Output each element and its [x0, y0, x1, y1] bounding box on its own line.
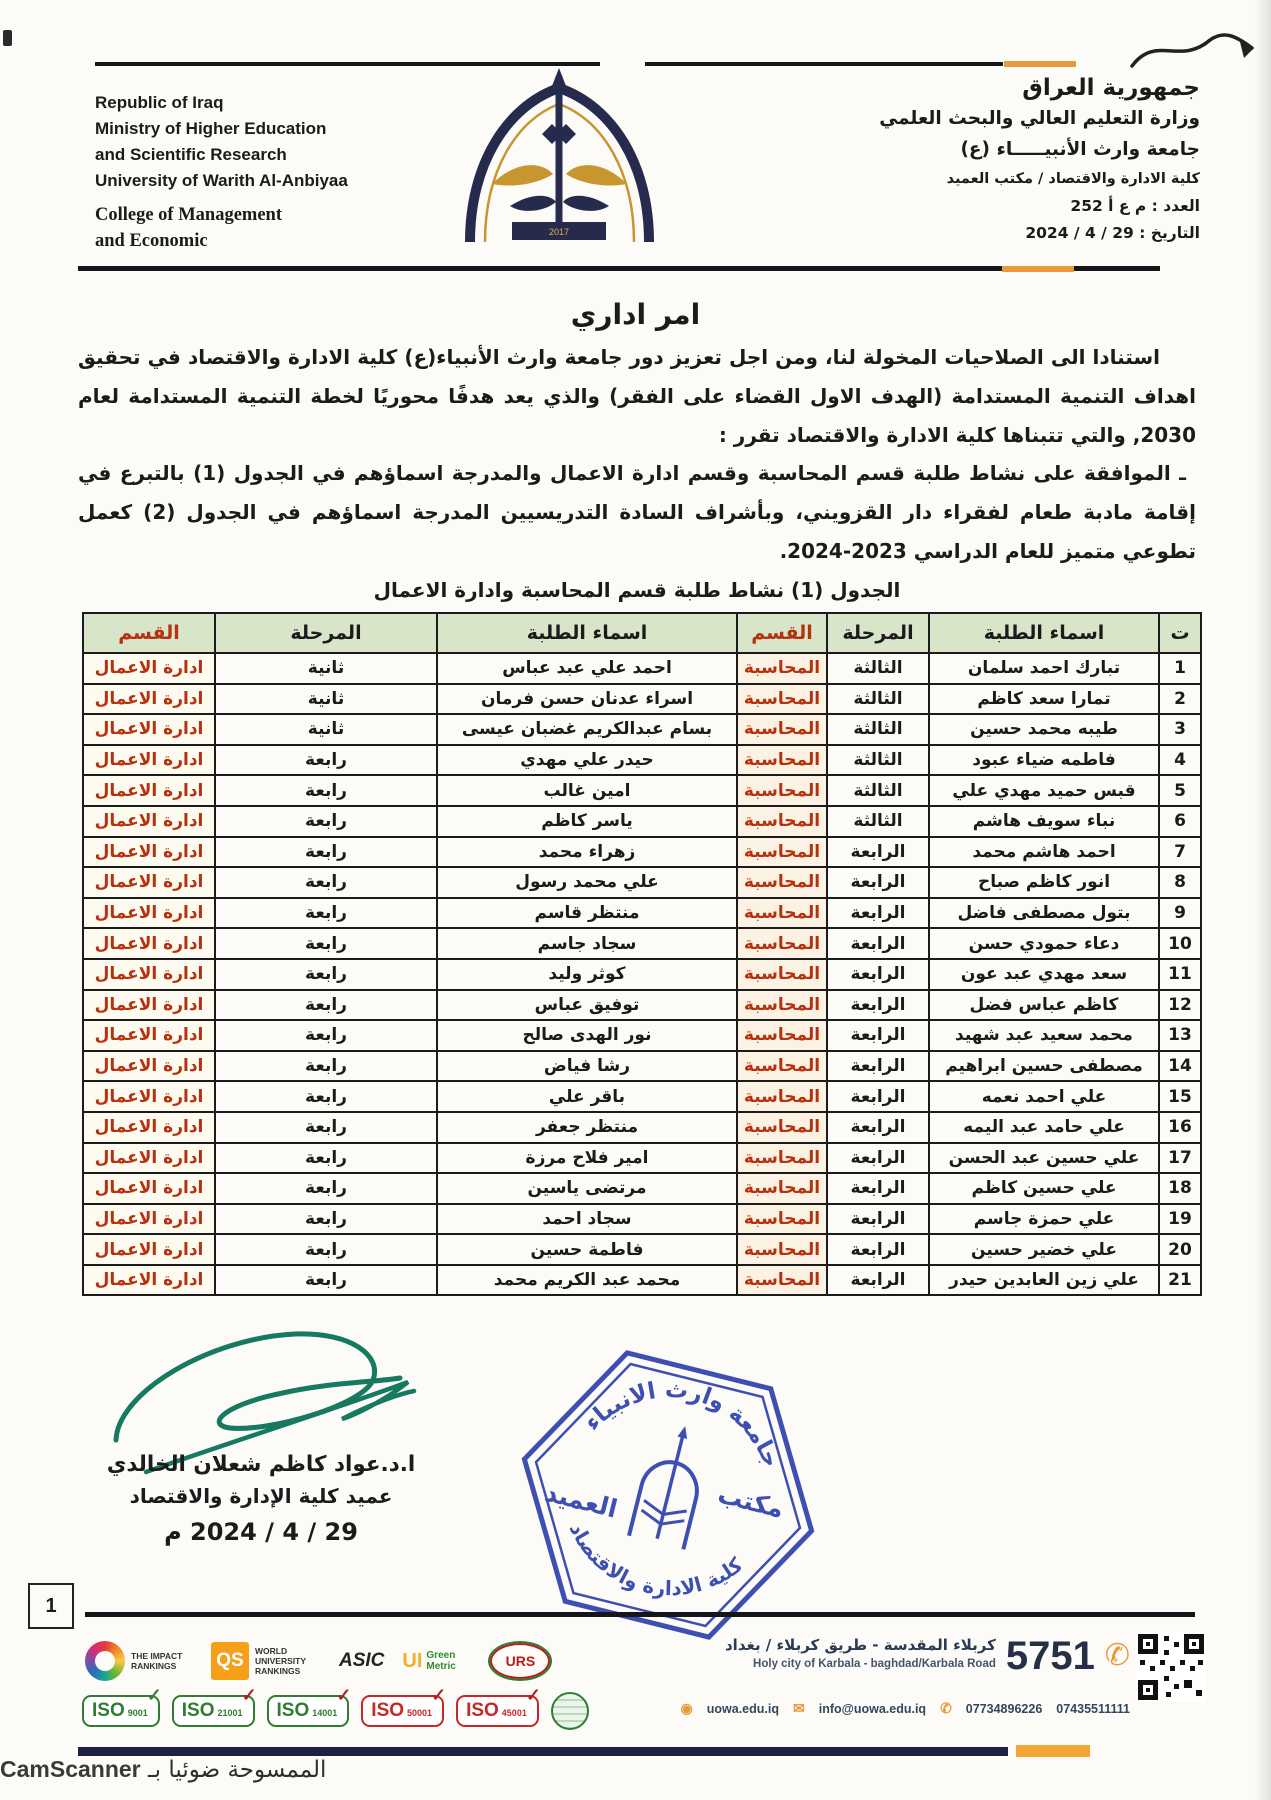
column-header: اسماء الطلبة [437, 613, 737, 653]
cell-management-stage: رابعة [215, 1234, 437, 1265]
scan-edge-mark [3, 30, 12, 46]
phone-number-2: 07435511111 [1056, 1701, 1130, 1716]
cell-management-dept: ادارة الاعمال [83, 1204, 215, 1235]
logo-year-text: 2017 [548, 227, 570, 237]
table-row [83, 684, 1201, 715]
cell-accounting-stage: الثالثة [827, 745, 929, 776]
cell-accounting-stage: الرابعة [827, 959, 929, 990]
iso-label: ISO [276, 1700, 310, 1721]
page-number-box [28, 1583, 74, 1629]
cell-accounting-student-name: فاطمه ضياء عبود [929, 745, 1159, 776]
footer-iso-badges [82, 1685, 589, 1730]
cell-no: 17 [1159, 1143, 1201, 1174]
cell-accounting-dept: المحاسبة [737, 806, 827, 837]
cell-accounting-stage: الرابعة [827, 1020, 929, 1051]
cell-no: 1 [1159, 653, 1201, 684]
header-university: جامعة وارث الأنبيـــــاء (ع) [960, 139, 1200, 160]
cell-accounting-dept: المحاسبة [737, 653, 827, 684]
cell-management-dept: ادارة الاعمال [83, 1265, 215, 1296]
cell-management-dept: ادارة الاعمال [83, 1051, 215, 1082]
cell-accounting-stage: الثالثة [827, 806, 929, 837]
iso-label: ISO [92, 1700, 125, 1721]
cell-management-stage: رابعة [215, 1020, 437, 1051]
cell-management-dept: ادارة الاعمال [83, 898, 215, 929]
check-icon: ✓ [525, 1685, 541, 1705]
table-row [83, 990, 1201, 1021]
camscanner-credit [0, 1756, 1141, 1783]
cell-management-student-name: منتظر قاسم [437, 898, 737, 929]
table-row [83, 806, 1201, 837]
cell-management-stage: رابعة [215, 867, 437, 898]
cell-accounting-dept: المحاسبة [737, 990, 827, 1021]
cell-management-stage: رابعة [215, 1112, 437, 1143]
mail-icon: ✉ [793, 1700, 805, 1716]
table-row [83, 1143, 1201, 1174]
iso-code: 21001 [217, 1708, 243, 1718]
scan-edge-shadow [1255, 0, 1271, 1800]
cell-accounting-student-name: علي خضير حسين [929, 1234, 1159, 1265]
cell-accounting-dept: المحاسبة [737, 1173, 827, 1204]
stamp-left-text: العميد [541, 1477, 621, 1524]
iso-badge [267, 1685, 352, 1727]
cell-management-dept: ادارة الاعمال [83, 775, 215, 806]
cell-accounting-student-name: علي حسين عبد الحسن [929, 1143, 1159, 1174]
cell-management-stage: رابعة [215, 1204, 437, 1235]
camscanner-wordmark: CamScanner [0, 1756, 141, 1782]
cell-no: 12 [1159, 990, 1201, 1021]
cell-accounting-dept: المحاسبة [737, 1234, 827, 1265]
ui-greenmetric-logo [402, 1650, 472, 1673]
table-row [83, 1173, 1201, 1204]
iso-badge [456, 1685, 541, 1727]
signature-date: 29 / 4 / 2024 م [164, 1518, 358, 1546]
cell-management-stage: ثانية [215, 653, 437, 684]
cell-management-student-name: زهراء محمد [437, 837, 737, 868]
column-header: اسماء الطلبة [929, 613, 1159, 653]
cell-accounting-stage: الرابعة [827, 898, 929, 929]
cell-accounting-stage: الثالثة [827, 775, 929, 806]
cell-management-dept: ادارة الاعمال [83, 990, 215, 1021]
cell-accounting-stage: الرابعة [827, 1204, 929, 1235]
cell-accounting-student-name: علي حسين كاظم [929, 1173, 1159, 1204]
address-arabic: كربلاء المقدسة - طريق كربلاء / بغداد [724, 1636, 996, 1654]
impact-rankings-label: THE IMPACT RANKINGS [131, 1651, 183, 1671]
cell-management-student-name: امير فلاح مرزة [437, 1143, 737, 1174]
header-rule-right [645, 62, 1003, 66]
cell-management-student-name: فاطمة حسين [437, 1234, 737, 1265]
header-rule-orange-accent [1004, 61, 1076, 67]
cell-management-dept: ادارة الاعمال [83, 1112, 215, 1143]
qs-rankings-label: WORLD UNIVERSITY RANKINGS [255, 1646, 306, 1676]
cell-management-student-name: رشا فياض [437, 1051, 737, 1082]
cell-accounting-dept: المحاسبة [737, 837, 827, 868]
document-number: العدد : م ع أ 252 [1070, 197, 1200, 215]
table-row [83, 959, 1201, 990]
header-country: جمهورية العراق [1022, 75, 1200, 101]
column-header: المرحلة [215, 613, 437, 653]
cell-accounting-student-name: طيبه محمد حسين [929, 714, 1159, 745]
iso-badge [82, 1685, 162, 1727]
website-url[interactable]: uowa.edu.iq [706, 1701, 779, 1716]
cell-no: 9 [1159, 898, 1201, 929]
cell-accounting-student-name: مصطفى حسين ابراهيم [929, 1051, 1159, 1082]
table-row [83, 928, 1201, 959]
address-english: Holy city of Karbala - baghdad/Karbala Road [753, 1658, 996, 1670]
cell-accounting-dept: المحاسبة [737, 1265, 827, 1296]
cell-no: 18 [1159, 1173, 1201, 1204]
cell-accounting-dept: المحاسبة [737, 775, 827, 806]
header-english-block [95, 90, 348, 254]
header-college-line: College of Management [95, 205, 283, 225]
cell-accounting-student-name: علي زين العابدين حيدر [929, 1265, 1159, 1296]
university-logo [452, 66, 667, 248]
cell-no: 6 [1159, 806, 1201, 837]
cell-no: 8 [1159, 867, 1201, 898]
iso-code: 9001 [127, 1708, 148, 1718]
cell-accounting-student-name: احمد هاشم محمد [929, 837, 1159, 868]
cell-no: 3 [1159, 714, 1201, 745]
cell-management-student-name: كوثر وليد [437, 959, 737, 990]
cell-management-student-name: توفيق عباس [437, 990, 737, 1021]
cell-accounting-dept: المحاسبة [737, 1081, 827, 1112]
footer-contacts-row [600, 1700, 1130, 1717]
order-paragraph-2: ـ الموافقة على نشاط طلبة قسم المحاسبة وقسم ادارة الاعمال والمدرجة اسماؤهم في الجدول (1) بالتبرع في إقامة مادبة طعام لفقراء دار القزويني، وبأشراف السادة التدريسيين المدرجة اسماؤهم في الجدول (2) كعمل تطوعي متميز للعام الدراسي 2023-2024. [78, 461, 1196, 563]
cell-accounting-stage: الرابعة [827, 1143, 929, 1174]
cell-no: 19 [1159, 1204, 1201, 1235]
cell-management-student-name: حيدر علي مهدي [437, 745, 737, 776]
cell-management-stage: رابعة [215, 775, 437, 806]
cell-no: 11 [1159, 959, 1201, 990]
cell-management-stage: رابعة [215, 806, 437, 837]
check-icon: ✓ [146, 1685, 162, 1705]
cell-accounting-dept: المحاسبة [737, 867, 827, 898]
table-header-row [83, 613, 1201, 653]
students-table-head [83, 613, 1201, 653]
column-header: القسم [83, 613, 215, 653]
cell-management-dept: ادارة الاعمال [83, 1173, 215, 1204]
order-title: امر اداري [570, 298, 701, 331]
cell-no: 14 [1159, 1051, 1201, 1082]
iso-code: 14001 [312, 1708, 338, 1718]
email-address[interactable]: info@uowa.edu.iq [818, 1701, 927, 1716]
order-paragraph-1: استنادا الى الصلاحيات المخولة لنا، ومن اجل تعزيز دور جامعة وارث الأنبياء(ع) كلية الادارة والاقتصاد في تحقيق اهداف التنمية المستدامة (الهدف الاول القضاء على الفقر) والذي يعد هدفًا محوريًا لخطة التنمية المستدامة لعام 2030, والتي تتبناها كلية الادارة والاقتصاد تقرر : [78, 345, 1196, 447]
header-english-line: University of Warith Al-Anbiyaa [95, 171, 348, 190]
cell-accounting-stage: الرابعة [827, 837, 929, 868]
header-office: كلية الادارة والاقتصاد / مكتب العميد [946, 171, 1200, 187]
phone-icon: ✆ [1104, 1638, 1130, 1673]
stamp-bottom-text: كلية الادارة والاقتصاد [564, 1519, 748, 1601]
header-english-line: Ministry of Higher Education [95, 119, 327, 138]
table-row [83, 1081, 1201, 1112]
table-row [83, 1204, 1201, 1235]
globe-certification-icon [551, 1692, 589, 1730]
cell-accounting-student-name: دعاء حمودي حسن [929, 928, 1159, 959]
cell-no: 7 [1159, 837, 1201, 868]
cell-management-dept: ادارة الاعمال [83, 837, 215, 868]
table-row [83, 1265, 1201, 1296]
cell-accounting-stage: الرابعة [827, 928, 929, 959]
header-english-line: Republic of Iraq [95, 93, 224, 112]
column-header: ت [1159, 613, 1201, 653]
cell-no: 2 [1159, 684, 1201, 715]
cell-accounting-stage: الرابعة [827, 1081, 929, 1112]
cell-management-student-name: اسراء عدنان حسن فرمان [437, 684, 737, 715]
qs-rankings-logo [211, 1642, 321, 1680]
cell-management-stage: رابعة [215, 928, 437, 959]
cell-management-stage: رابعة [215, 990, 437, 1021]
urs-logo: URS [490, 1643, 550, 1679]
cell-management-dept: ادارة الاعمال [83, 867, 215, 898]
cell-management-student-name: ياسر كاظم [437, 806, 737, 837]
cell-accounting-student-name: انور كاظم صباح [929, 867, 1159, 898]
cell-accounting-stage: الرابعة [827, 867, 929, 898]
cell-management-dept: ادارة الاعمال [83, 653, 215, 684]
footer-address-block [660, 1634, 1130, 1678]
cell-accounting-dept: المحاسبة [737, 898, 827, 929]
header-english-line: and Scientific Research [95, 145, 287, 164]
cell-management-student-name: سجاد جاسم [437, 928, 737, 959]
table-row [83, 1234, 1201, 1265]
impact-rankings-icon [85, 1641, 125, 1681]
cell-accounting-dept: المحاسبة [737, 684, 827, 715]
cell-management-student-name: منتظر جعفر [437, 1112, 737, 1143]
check-icon: ✓ [241, 1685, 257, 1705]
cell-no: 4 [1159, 745, 1201, 776]
table-row [83, 653, 1201, 684]
cell-accounting-student-name: علي احمد نعمه [929, 1081, 1159, 1112]
asic-logo: ASIC [339, 1650, 385, 1671]
table-row [83, 775, 1201, 806]
ui-greenmetric-label: Green Metric [426, 1650, 456, 1672]
cell-accounting-dept: المحاسبة [737, 1112, 827, 1143]
cell-accounting-dept: المحاسبة [737, 959, 827, 990]
cell-accounting-stage: الثالثة [827, 653, 929, 684]
iso-label: ISO [466, 1700, 499, 1721]
cell-management-dept: ادارة الاعمال [83, 928, 215, 959]
cell-accounting-stage: الرابعة [827, 1234, 929, 1265]
cell-no: 5 [1159, 775, 1201, 806]
iso-code: 45001 [501, 1708, 527, 1718]
dean-office-stamp [503, 1330, 833, 1660]
cell-no: 13 [1159, 1020, 1201, 1051]
cell-accounting-dept: المحاسبة [737, 714, 827, 745]
footer-bottom-line [78, 1747, 1008, 1756]
cell-management-stage: رابعة [215, 1081, 437, 1112]
cell-no: 10 [1159, 928, 1201, 959]
qs-icon: QS [211, 1642, 249, 1680]
students-table-body [83, 653, 1201, 1295]
cell-accounting-dept: المحاسبة [737, 745, 827, 776]
cell-management-student-name: احمد علي عبد عباس [437, 653, 737, 684]
cell-accounting-stage: الرابعة [827, 990, 929, 1021]
cell-management-stage: رابعة [215, 1143, 437, 1174]
cell-management-stage: ثانية [215, 684, 437, 715]
cell-accounting-student-name: تبارك احمد سلمان [929, 653, 1159, 684]
header-divider-line [78, 266, 1160, 271]
check-icon: ✓ [336, 1685, 352, 1705]
cell-management-dept: ادارة الاعمال [83, 959, 215, 990]
cell-no: 21 [1159, 1265, 1201, 1296]
dean-name: ا.د.عواد كاظم شعلان الخالدي [106, 1452, 416, 1477]
students-table [82, 612, 1202, 1296]
table-row [83, 837, 1201, 868]
iso-label: ISO [371, 1700, 405, 1721]
table-row [83, 1112, 1201, 1143]
cell-accounting-student-name: كاظم عباس فضل [929, 990, 1159, 1021]
cell-accounting-stage: الرابعة [827, 1265, 929, 1296]
cell-management-stage: رابعة [215, 959, 437, 990]
cell-management-dept: ادارة الاعمال [83, 1143, 215, 1174]
column-header: المرحلة [827, 613, 929, 653]
cell-no: 15 [1159, 1081, 1201, 1112]
iso-badge [361, 1685, 447, 1727]
check-icon: ✓ [430, 1685, 447, 1705]
table-row [83, 1020, 1201, 1051]
cell-accounting-student-name: قبس حميد مهدي علي [929, 775, 1159, 806]
cell-accounting-student-name: علي حمزة جاسم [929, 1204, 1159, 1235]
stamp-top-text: جامعة وارث الانبياء [579, 1376, 785, 1471]
cell-management-stage: رابعة [215, 1173, 437, 1204]
cell-accounting-stage: الرابعة [827, 1051, 929, 1082]
cell-accounting-stage: الرابعة [827, 1173, 929, 1204]
cell-management-student-name: سجاد احمد [437, 1204, 737, 1235]
cell-accounting-dept: المحاسبة [737, 928, 827, 959]
cell-accounting-dept: المحاسبة [737, 1204, 827, 1235]
cell-accounting-student-name: سعد مهدي عبد عون [929, 959, 1159, 990]
footer-address-texts [725, 1634, 996, 1672]
cell-management-stage: رابعة [215, 745, 437, 776]
table-row [83, 898, 1201, 929]
table-row [83, 867, 1201, 898]
divider-orange-accent [1002, 266, 1074, 272]
iso-badge [172, 1685, 257, 1727]
footer-top-line [85, 1612, 1195, 1617]
header-arabic-block [700, 72, 1200, 247]
table-caption: الجدول (1) نشاط طلبة قسم المحاسبة وادارة الاعمال [373, 578, 901, 602]
header-college-line: and Economic [95, 231, 208, 251]
cell-management-stage: رابعة [215, 1051, 437, 1082]
impact-rankings-logo [85, 1641, 193, 1681]
table-row [83, 1051, 1201, 1082]
cell-management-dept: ادارة الاعمال [83, 714, 215, 745]
cell-management-dept: ادارة الاعمال [83, 806, 215, 837]
cell-accounting-dept: المحاسبة [737, 1020, 827, 1051]
cell-management-student-name: محمد عبد الكريم محمد [437, 1265, 737, 1296]
cell-management-student-name: نور الهدى صالح [437, 1020, 737, 1051]
iso-label: ISO [181, 1700, 215, 1721]
cell-accounting-student-name: علي حامد عبد اليمه [929, 1112, 1159, 1143]
cell-accounting-student-name: بتول مصطفى فاضل [929, 898, 1159, 929]
qr-code [1136, 1632, 1206, 1702]
cell-management-student-name: امين غالب [437, 775, 737, 806]
header-ministry: وزارة التعليم العالي والبحث العلمي [879, 108, 1200, 129]
table-row [83, 714, 1201, 745]
document-date: التاريخ : 29 / 4 / 2024 [1025, 224, 1200, 242]
cell-accounting-stage: الثالثة [827, 714, 929, 745]
cell-accounting-dept: المحاسبة [737, 1143, 827, 1174]
cell-accounting-student-name: نباء سويف هاشم [929, 806, 1159, 837]
cell-management-student-name: مرتضى ياسين [437, 1173, 737, 1204]
phone-number-1: 07734896226 [965, 1701, 1043, 1716]
globe-icon: ◉ [680, 1700, 693, 1716]
column-header: القسم [737, 613, 827, 653]
page-number: 1 [45, 1594, 57, 1617]
cell-management-stage: رابعة [215, 1265, 437, 1296]
ui-greenmetric-icon: UI [402, 1649, 423, 1672]
cell-management-stage: ثانية [215, 714, 437, 745]
cell-management-dept: ادارة الاعمال [83, 1020, 215, 1051]
cell-management-student-name: بسام عبدالكريم غضبان عيسى [437, 714, 737, 745]
phone-small-icon: ✆ [940, 1700, 952, 1716]
cell-management-dept: ادارة الاعمال [83, 745, 215, 776]
stamp-right-text: مكتب [714, 1479, 787, 1524]
cell-management-dept: ادارة الاعمال [83, 1081, 215, 1112]
table-row [83, 745, 1201, 776]
cell-no: 20 [1159, 1234, 1201, 1265]
cell-management-stage: رابعة [215, 837, 437, 868]
short-phone-number: 5751 [1005, 1634, 1095, 1678]
cell-no: 16 [1159, 1112, 1201, 1143]
cell-management-dept: ادارة الاعمال [83, 684, 215, 715]
cell-management-dept: ادارة الاعمال [83, 1234, 215, 1265]
cell-accounting-stage: الرابعة [827, 1112, 929, 1143]
camscanner-credit-arabic: الممسوحة ضوئيا بـ [147, 1757, 327, 1783]
cell-accounting-dept: المحاسبة [737, 1051, 827, 1082]
dean-title: عميد كلية الإدارة والاقتصاد [129, 1484, 393, 1508]
cell-management-stage: رابعة [215, 898, 437, 929]
cell-accounting-student-name: تمارا سعد كاظم [929, 684, 1159, 715]
footer-rankings-logos [85, 1636, 550, 1686]
cell-management-student-name: باقر علي [437, 1081, 737, 1112]
cell-accounting-stage: الثالثة [827, 684, 929, 715]
iso-code: 50001 [407, 1708, 433, 1718]
cell-accounting-student-name: محمد سعيد عبد شهيد [929, 1020, 1159, 1051]
cell-management-student-name: علي محمد رسول [437, 867, 737, 898]
signature-block [96, 1448, 426, 1552]
